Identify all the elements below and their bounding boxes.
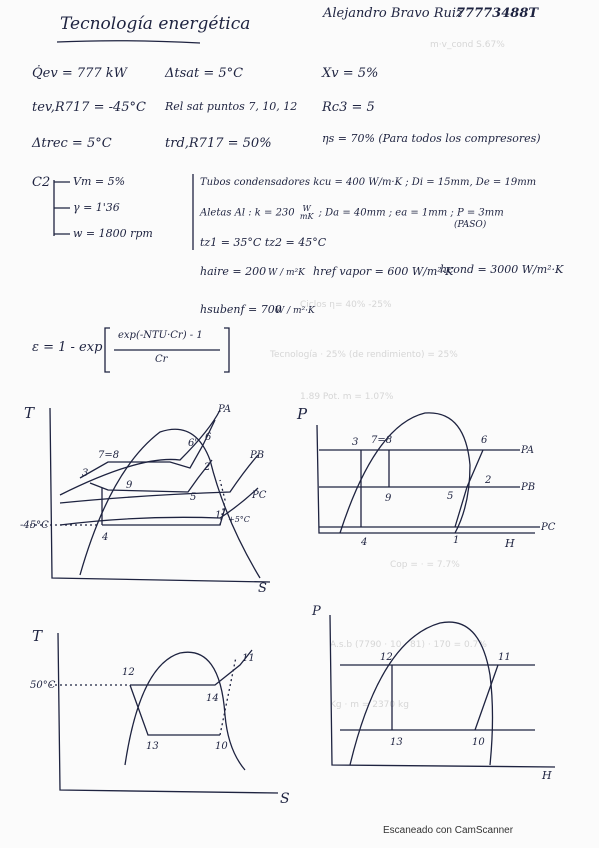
ts-upper-axis-y: T — [24, 404, 35, 422]
condenser-tubes: Tubos condensadores kcu = 400 W/m·K ; Di = 15mm, De = 19mm — [200, 177, 537, 188]
ts-lower-temp-label: 50°C — [30, 680, 56, 691]
ph-point-4: 4 — [361, 537, 368, 548]
ph-point-6: 6 — [481, 435, 488, 446]
point-6: 6 — [205, 432, 212, 443]
ph-lower-point-12: 12 — [380, 652, 393, 663]
ph-point-9: 9 — [385, 493, 392, 504]
ph-label-pa: PA — [521, 445, 535, 456]
ph-lower-point-13: 13 — [390, 737, 403, 748]
ph-point-2: 2 — [485, 475, 492, 486]
fins-unit: W mK — [299, 204, 314, 221]
h-air: haire = 200 — [200, 265, 267, 278]
ts-lower-point-12: 12 — [122, 667, 135, 678]
ph-upper-axis-x: H — [505, 537, 515, 550]
ts-upper-temp-label: -45°C — [20, 520, 49, 531]
ph-lower-axis-x: H — [542, 769, 552, 782]
formula-lhs: ε = 1 - exp — [32, 340, 103, 355]
ts-lower-axis-x: S — [280, 791, 290, 807]
ts-lower-dome — [125, 652, 245, 770]
bleed-through-text: m·v_cond S.67% — [430, 40, 505, 50]
ph-point-3: 3 — [352, 437, 359, 448]
h-subcool: hsubenf = 700 — [200, 303, 282, 316]
mid-stage-line — [90, 460, 212, 492]
ph-label-pc: PC — [541, 522, 556, 533]
point-2: 2 — [204, 462, 211, 473]
given-trd: trd,R717 = 50% — [165, 136, 272, 151]
fins-pitch-note: (PASO) — [454, 220, 487, 230]
condenser-bracket — [190, 172, 196, 252]
fins-dimensions: ; Da = 40mm ; ea = 1mm ; P = 3mm — [318, 207, 504, 219]
given-xv: Xv = 5% — [322, 66, 379, 81]
bleed-through-text: A.s.b (7790 · 10 · 81) · 170 = 0.7% — [330, 640, 487, 650]
point-6-prime: 6' — [188, 438, 198, 449]
page-title: Tecnología energética — [60, 14, 251, 34]
high-stage-line — [80, 420, 215, 478]
ts-lower-high-line — [130, 650, 252, 685]
given-rel-sat: Rel sat puntos 7, 10, 12 — [165, 100, 298, 113]
bleed-through-text: Ciclos η= 40% -25% — [300, 300, 392, 310]
ts-lower-point-10: 10 — [215, 741, 228, 752]
condenser-fins — [200, 205, 504, 221]
point-4: 4 — [102, 532, 109, 543]
bleed-through-text: Cop = · = 7.7% — [390, 560, 460, 570]
bleed-through-text: Tecnología · 25% (de rendimiento) = 25% — [270, 350, 458, 360]
compressor-label: C2 — [32, 175, 51, 190]
title-underline — [55, 38, 205, 46]
ph-point-7-8: 7=8 — [371, 435, 393, 446]
ts-lower-point-11: 11 — [242, 653, 255, 664]
formula-denominator: Cr — [155, 354, 168, 365]
point-3: 3 — [82, 468, 89, 479]
bleed-through-text: Kg · m = 2370 kg — [330, 700, 409, 710]
formula-numerator: exp(-NTU·Cr) - 1 — [118, 330, 203, 341]
ts-diagram-lower — [30, 625, 290, 807]
ts-lower-point-14: 14 — [206, 693, 219, 704]
h-subcool-unit: W / m²·K — [275, 306, 315, 316]
ph-dome — [340, 413, 470, 533]
given-dt-sat: Δtsat = 5°C — [165, 66, 244, 81]
ts-diagram-upper — [20, 400, 280, 595]
ph-label-pb: PB — [521, 482, 536, 493]
scanner-watermark: Escaneado con CamScanner — [383, 825, 514, 836]
ph-upper-axes — [317, 425, 535, 533]
given-dt-rec: Δtrec = 5°C — [32, 136, 112, 151]
ph-diagram-upper — [295, 405, 565, 555]
ph-lower-point-11: 11 — [498, 652, 511, 663]
h-ref-vapor: href vapor = 600 W/m²·K — [313, 265, 454, 278]
ph-lower-point-10: 10 — [472, 737, 485, 748]
ph-point-1: 1 — [453, 535, 460, 546]
point-5: 5 — [190, 492, 197, 503]
air-temperatures: tz1 = 35°C tz2 = 45°C — [200, 236, 327, 249]
label-pa: PA — [218, 404, 232, 415]
ph-point-5: 5 — [447, 491, 454, 502]
given-q-ev: Q̇ev = 777 kW — [32, 66, 128, 81]
compressor-gamma: γ = 1'36 — [73, 201, 120, 214]
ts-upper-axis-x: S — [258, 581, 267, 596]
given-rc3: Rc3 = 5 — [322, 100, 375, 115]
ph-lower-compression — [475, 665, 498, 730]
isobar-pa — [60, 410, 220, 495]
h-air-unit: W / m²K — [268, 268, 305, 278]
author-name: Alejandro Bravo Ruiz — [323, 6, 463, 21]
label-pb: PB — [250, 450, 265, 461]
compressor-rpm: w = 1800 rpm — [73, 227, 153, 240]
ph-lower-axis-y: P — [312, 604, 321, 619]
point-1: 1 — [215, 510, 222, 521]
ph-upper-axis-y: P — [297, 405, 308, 423]
ph-lower-axes — [330, 615, 555, 767]
label-pc: PC — [252, 490, 267, 501]
h-cond: hcond = 3000 W/m²·K — [440, 263, 564, 276]
ts-lower-axis-y: T — [32, 627, 43, 645]
bleed-through-text: 1.89 Pot. m = 1.07% — [300, 392, 394, 402]
compressor-vm: Vm = 5% — [73, 175, 126, 188]
id-number: 77773488T — [456, 6, 539, 21]
ph-diagram-lower — [310, 605, 560, 785]
point-9: 9 — [126, 480, 133, 491]
superheat-note: +5°C — [228, 515, 250, 524]
point-7-8: 7=8 — [98, 450, 120, 461]
fins-k: Aletas Al : k = 230 — [200, 207, 295, 219]
ts-lower-point-13: 13 — [146, 741, 159, 752]
given-eta-s: ηs = 70% (Para todos los compresores) — [322, 132, 541, 145]
low-stage-line — [102, 508, 225, 525]
given-t-ev: tev,R717 = -45°C — [32, 100, 146, 115]
